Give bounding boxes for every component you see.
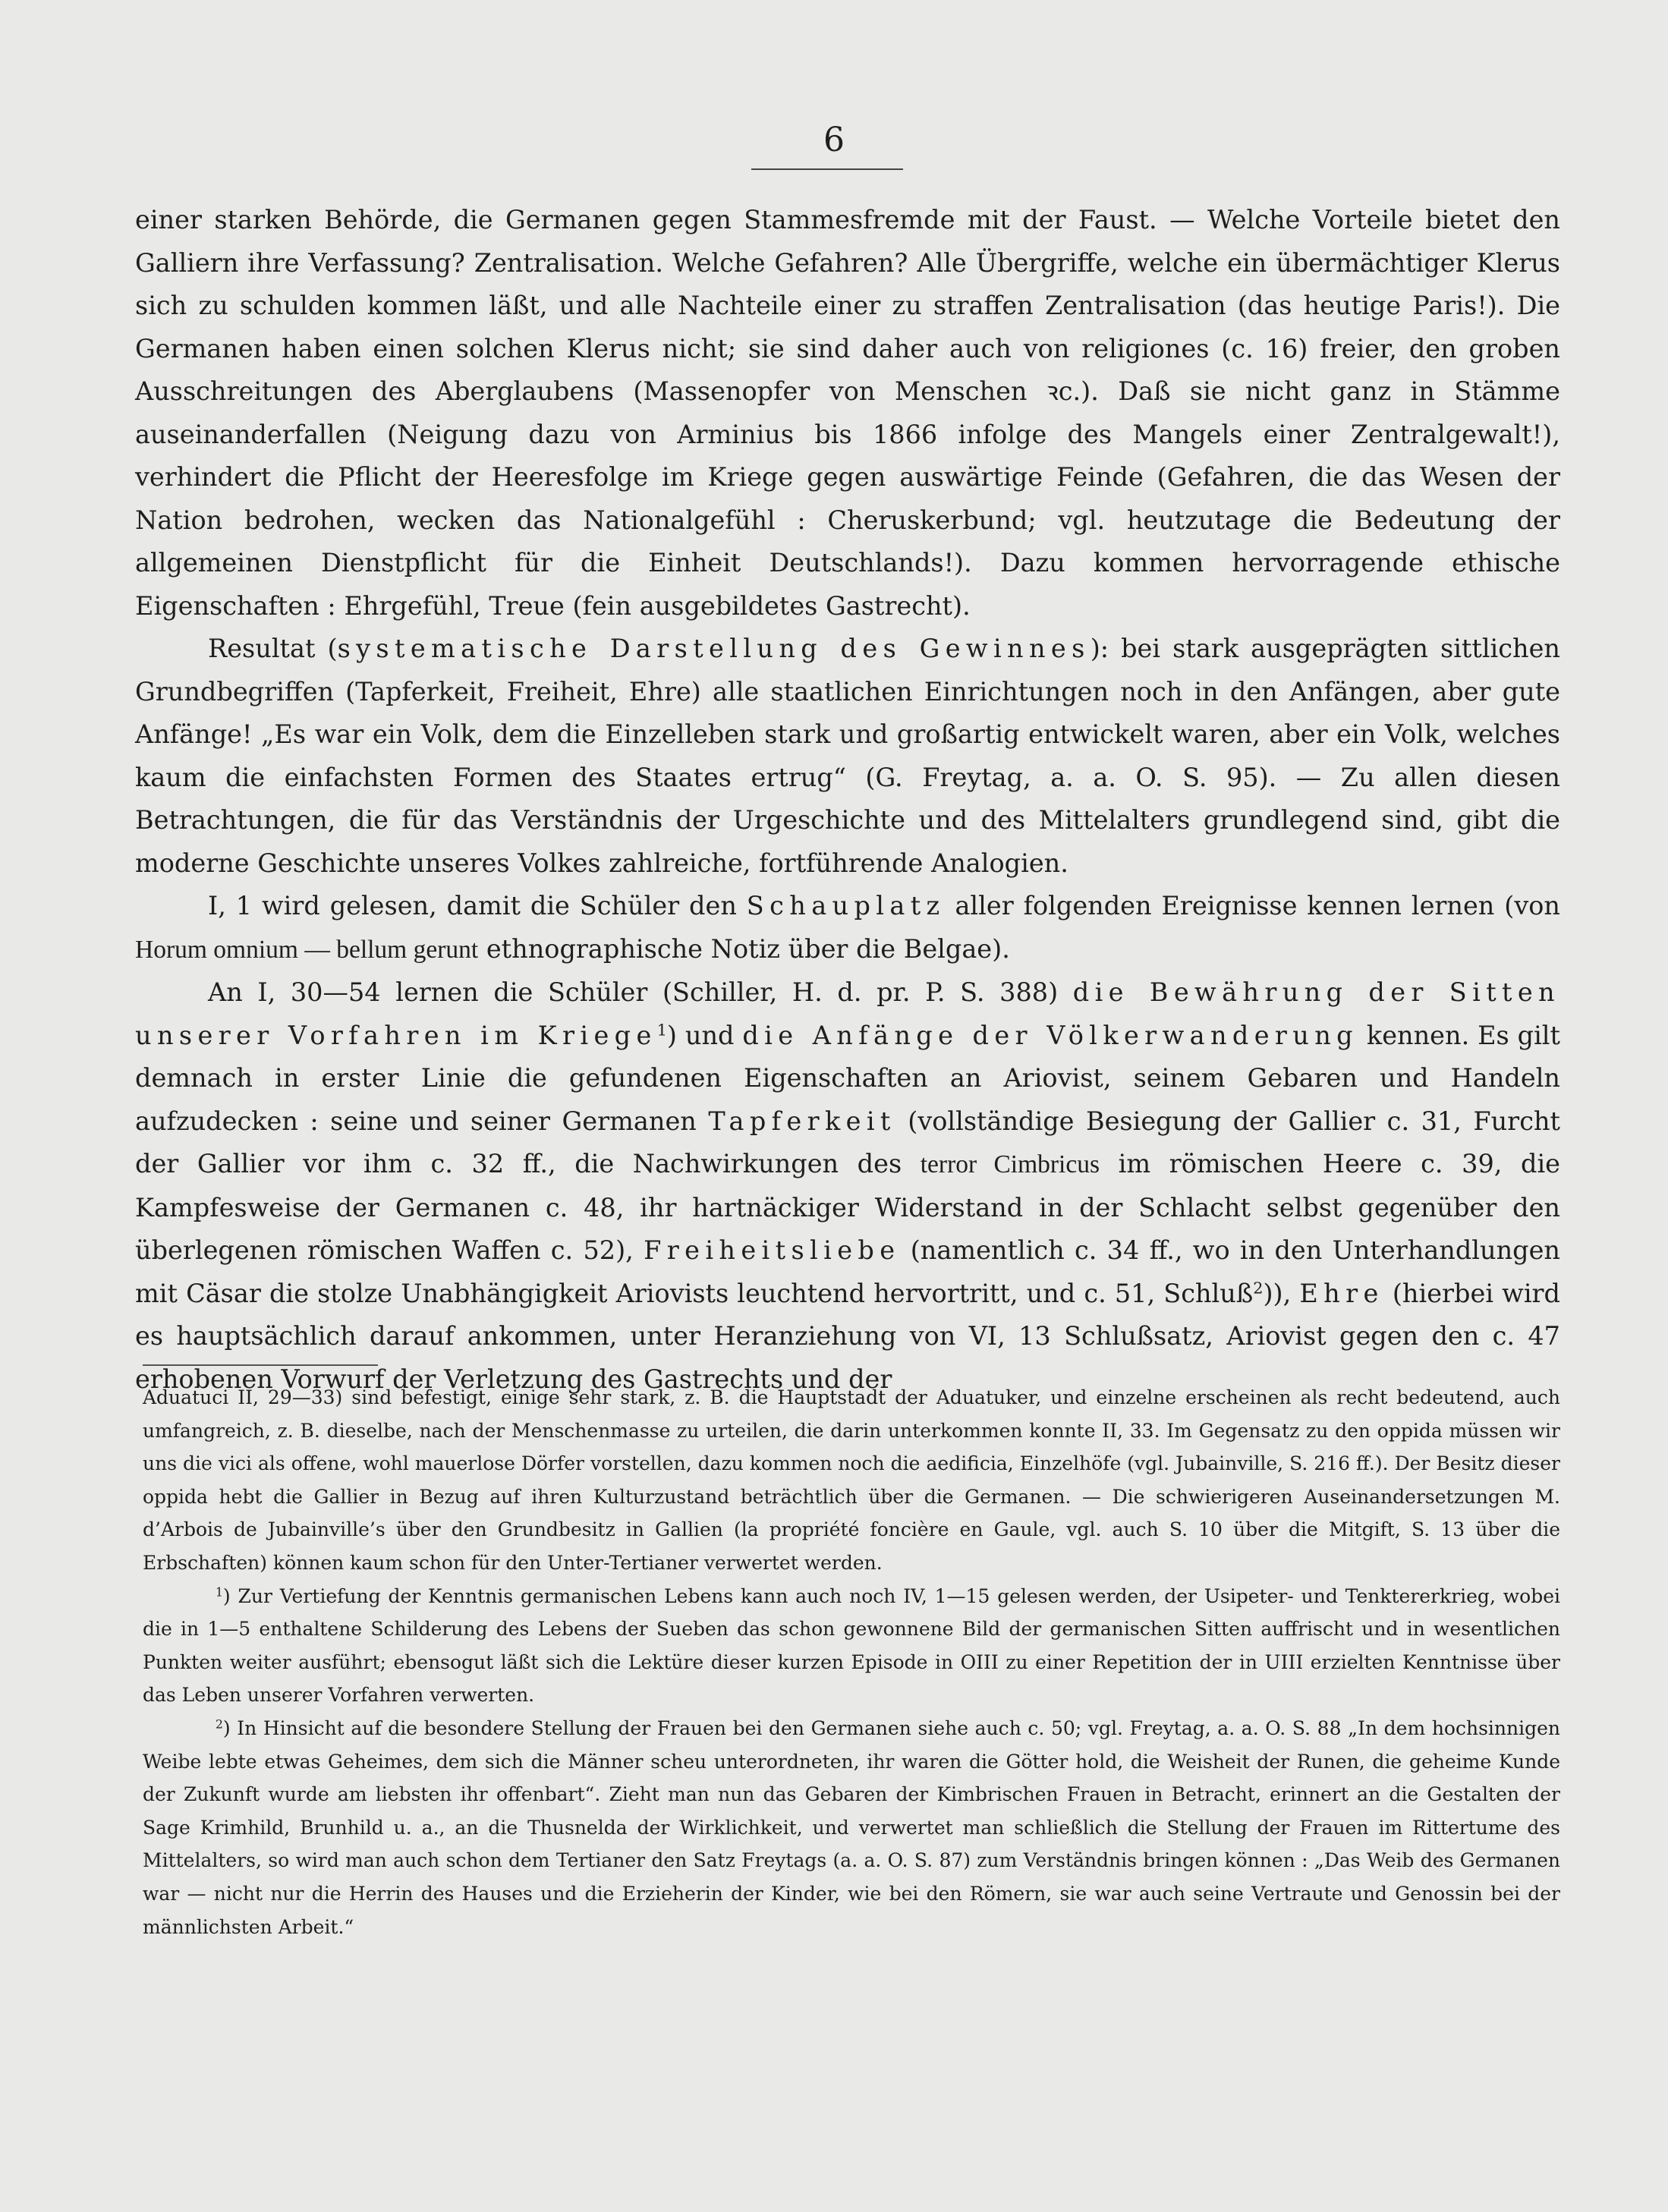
footnote-rule [143, 1364, 378, 1366]
spaced-emphasis: systematische Darstellung des Gewinnes [337, 634, 1090, 663]
paragraph-3: I, 1 wird gelesen, damit die Schüler den Schauplatz aller folgenden Ereignisse kennen lernen (von Horum omnium — bellum gerunt ethnographische Notiz über die Belgae). [135, 891, 1561, 964]
paragraph-1: einer starken Behörde, die Germanen gegen Stammesfremde mit der Faust. — Welche Vorteile bietet den Galliern ihre Verfassung? Zentralisation. Welche Gefahren? Alle Übergriffe, welche ein übermächtiger Klerus sich zu schulden kommen läßt, und alle Nachteile einer zu straffen Zentralisation (das heutige Paris!). Die Germanen haben einen solchen Klerus nicht; sie sind daher auch von religiones (c. 16) freier, den groben Ausschreitungen des Aberglaubens (Massenopfer von Menschen ꝛc.). Daß sie nicht ganz in Stämme auseinanderfallen (Neigung dazu von Arminius bis 1866 infolge des Mangels einer Zentralgewalt!), verhindert die Pflicht der Heeresfolge im Kriege gegen auswärtige Feinde (Gefahren, die das Wesen der Nation bedrohen, wecken das Nationalgefühl : Cheruskerbund; vgl. heutzutage die Bedeutung der allgemeinen Dienstpflicht für die Einheit Deutschlands!). Dazu kommen hervorragende ethische Eigenschaften : Ehrgefühl, Treue (fein ausgebildetes Gastrecht). [135, 205, 1560, 621]
footnote-mark: 1 [216, 1585, 223, 1600]
footnote-continued: Aduatuci II, 29—33) sind befestigt, einige sehr stark, z. B. die Hauptstadt der Aduatuker, und einzelne erscheinen als recht bedeutend, auch umfangreich, z. B. dieselbe, nach der Menschenmasse zu urteilen, die darin unterkommen konnte II, 33. Im Gegensatz zu den oppida müssen wir uns die vici als offene, wohl mauerlose Dörfer vorstellen, dazu kommen noch die aedificia, Einzelhöfe (vgl. Jubainville, S. 216 ff.). Der Besitz dieser oppida hebt die Gallier in Bezug auf ihren Kulturzustand beträchtlich über die Germanen. — Die schwierigeren Auseinandersetzungen M. d’Arbois de Jubainville’s über den Grundbesitz in Gallien (la propriété foncière en Gaule, vgl. auch S. 10 über die Mitgift, S. 13 über die Erbschaften) können kaum schon für den Unter-Tertianer verwertet werden. [143, 1386, 1560, 1574]
latin-term: terror Cimbricus [920, 1150, 1100, 1178]
paragraph-2: Resultat (systematische Darstellung des Gewinnes): bei stark ausgeprägten sittlichen Grundbegriffen (Tapferkeit, Freiheit, Ehre) alle staatlichen Einrichtungen noch in den Anfängen, aber gute Anfänge! „Es war ein Volk, dem die Einzelleben stark und großartig entwickelt waren, aber ein Volk, welches kaum die einfachsten Formen des Staates ertrug“ (G. Freytag, a. a. O. S. 95). — Zu allen diesen Betrachtungen, die für das Verständnis der Urgeschichte und des Mittelalters grundlegend sind, gibt die moderne Geschichte unseres Volkes zahlreiche, fortführende Analogien. [135, 634, 1561, 878]
main-text [135, 199, 1560, 1401]
spaced-emphasis: Freiheitsliebe [644, 1235, 901, 1265]
spaced-emphasis: die Anfänge der Völkerwanderung [742, 1020, 1358, 1050]
paragraph-4: An I, 30—54 lernen die Schüler (Schiller, H. d. pr. P. S. 388) die Bewährung der Sitten unserer Vorfahren im Kriege$^1$) und die Anfänge der Völkerwanderung kennen. Es gilt demnach in erster Linie die gefundenen Eigenschaften an Ariovist, seinem Gebaren und Handeln aufzudecken : seine und seiner Germanen Tapferkeit (vollständige Besiegung der Gallier c. 31, Furcht der Gallier vor ihm c. 32 ff., die Nachwirkungen des terror Cimbricus im römischen Heere c. 39, die Kampfesweise der Germanen c. 48, ihr hartnäckiger Widerstand in der Schlacht selbst gegenüber den überlegenen römischen Waffen c. 52), Freiheitsliebe (namentlich c. 34 ff., wo in den Unterhandlungen mit Cäsar die stolze Unabhängigkeit Ariovists leuchtend hervortritt, und c. 51, Schluß$^2$)), Ehre (hierbei wird es hauptsächlich darauf ankommen, unter Heranziehung von VI, 13 Schlußsatz, Ariovist gegen den c. 47 erhobenen Vorwurf der Verletzung des Gastrechts und der [135, 977, 1561, 1394]
latin-quote: Horum omnium — bellum gerunt [135, 935, 479, 964]
footnote-1: $^1$) Zur Vertiefung der Kenntnis germanischen Lebens kann auch noch IV, 1—15 gelesen werden, der Usipeter- und Tenktererkrieg, wobei die in 1—5 enthaltene Schilderung des Lebens der Sueben das schon gewonnene Bild der germanischen Sitten auffrischt und in wesentlichen Punkten weiter ausführt; ebensogut läßt sich die Lektüre dieser kurzen Episode in OIII zu einer Repetition der in UIII erzielten Kenntnisse über das Leben unserer Vorfahren verwerten. [143, 1584, 1560, 1707]
spaced-emphasis: Schauplatz [746, 891, 946, 920]
footnote-mark: 2 [216, 1717, 223, 1732]
spaced-emphasis: die Bewährung der Sitten unserer Vorfahren im Kriege [135, 977, 1561, 1050]
footnotes [143, 1381, 1560, 1943]
footnote-2: $^2$) In Hinsicht auf die besondere Stellung der Frauen bei den Germanen siehe auch c. 50; vgl. Freytag, a. a. O. S. 88 „In dem hochsinnigen Weibe lebte etwas Geheimes, dem sich die Männer scheu unterordneten, ihr waren die Götter hold, die Weisheit der Runen, die geheime Kunde der Zukunft wurde am liebsten ihr offenbart“. Zieht man nun das Gebaren der Kimbrischen Frauen in Betracht, erinnert an die Gestalten der Sage Krimhild, Brunhild u. a., an die Thusnelda der Wirklichkeit, und verwertet man schließlich die Stellung der Frauen im Rittertume des Mittelalters, so wird man auch schon dem Tertianer den Satz Freytags (a. a. O. S. 87) zum Verständnis bringen können : „Das Weib des Germanen war — nicht nur die Herrin des Hauses und die Erzieherin der Kinder, wie bei den Römern, sie war auch seine Vertraute und Genossin bei der männlichsten Arbeit.“ [143, 1716, 1560, 1938]
header-rule [751, 168, 903, 170]
footnote-ref: 2 [1253, 1279, 1264, 1298]
spaced-emphasis: Ehre [1299, 1278, 1384, 1308]
spaced-emphasis: Tapferkeit [708, 1106, 896, 1136]
footnote-ref: 1 [656, 1021, 667, 1040]
page-number: 6 [823, 121, 845, 159]
